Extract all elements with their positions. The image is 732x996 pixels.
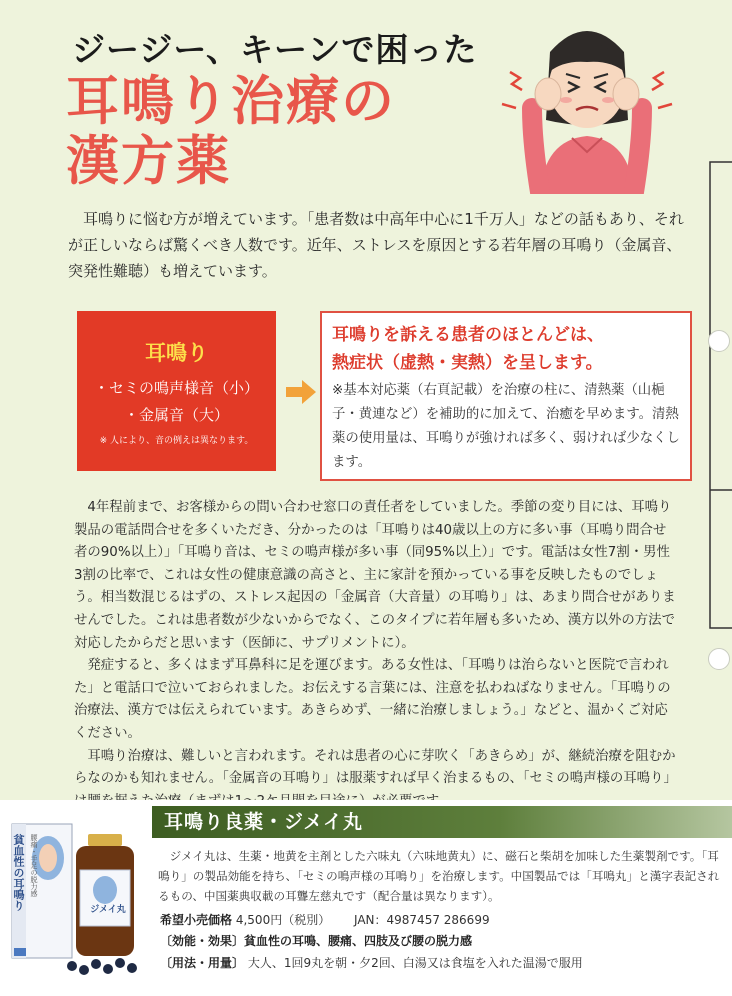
woman-covering-ears-illustration (492, 12, 682, 194)
price-value: 4,500円（税別） (235, 913, 331, 927)
headline (66, 72, 396, 192)
jan-value: 4987457 286699 (386, 913, 490, 927)
article-body (74, 497, 678, 813)
side-bracket-lines (700, 160, 732, 630)
usage-row (160, 954, 583, 971)
symptom-item-metallic: ・金属音（大） (123, 406, 229, 424)
binder-hole (708, 330, 730, 352)
usage-value: 大人、1回9丸を朝・夕2回、白湯又は食塩を入れた温湯で服用 (247, 956, 583, 970)
body-paragraph: 耳鳴り治療は、難しいと言われます。それは患者の心に芽吹く「あきらめ」が、継続治療を阻むからなのかも知れません。「金属音の耳鳴り」は服薬すれば早く治まるもの、「セミの鳴声様の耳鳴り」 (74, 748, 677, 787)
info-box-heading-line-2: 熱症状（虚熱・実熱）を呈します。 (332, 353, 603, 373)
jan-row (354, 911, 490, 928)
binder-hole (708, 648, 730, 670)
price-row (160, 911, 330, 928)
effect-label: 〔効能・効果〕 (160, 934, 245, 948)
info-box (320, 311, 692, 481)
body-paragraph: 発症すると、多くはまず耳鼻科に足を運びます。ある女性は、「耳鳴りは治らないと医院で言われた」と電話口で泣いておられました。お伝えする言葉には、注意を払わねばなりません。「耳鳴りの治療法、漢方では伝えられています。あきらめず、一緒に治療しましょう。」などと、温かくご対応ください。 (74, 658, 671, 741)
info-box-heading-line-1: 耳鳴りを訴える患者のほとんどは、 (332, 325, 604, 345)
tagline: ジージー、キーンで困った (72, 30, 478, 69)
bottle-label: ジメイ丸 (90, 905, 126, 915)
effect-value: 貧血性の耳鳴、腰痛、四肢及び腰の脱力感 (244, 934, 473, 948)
box-sublabel: 腰痛・手足の脱力感 (30, 834, 38, 897)
info-box-body: ※基本対応薬（右頁記載）を治療の柱に、清熱薬（山梔子・黄連など）を補助的に加えて、治癒を早めます。清熱薬の使用量は、耳鳴りが強ければ多く、弱ければ少なくします。 (332, 383, 680, 470)
product-banner: 耳鳴り良薬・ジメイ丸 (152, 806, 732, 838)
headline-line-1: 耳鳴り治療の (66, 71, 396, 132)
symptom-box (77, 311, 276, 471)
usage-label: 〔用法・用量〕 (160, 956, 245, 970)
intro-paragraph: 耳鳴りに悩む方が増えています。「患者数は中高年中心に1千万人」などの話もあり、それが正しいならば驚くべき人数です。近年、ストレスを原因とする若年層の耳鳴り（金属音、突発性難聴）も増えています。 (68, 210, 684, 280)
jan-label: JAN： (354, 913, 387, 927)
body-paragraph: 4年程前まで、お客様からの問い合わせ窓口の責任者をしていました。季節の変り目には、耳鳴り製品の電話問合せを多くいただき、分かったのは「耳鳴りは40歳以上の方に多い事（耳鳴り問合せ者の90%以上）」「耳鳴り音は、セミの鳴声様が多い事（同95%以上）」です。電話は女性7割・男性3割の比率で、これは女性の健康意識の高さと、主に家計を預かっている事を反映したものでしょう。相当数混じるはずの、ストレス起因の「金属音（大音量）の耳鳴り」は、あまり問合せがありませんでした。これは患者数が少ないからでなく、このタイプに若年層も多いため、漢方以外の方法で対応したからだと思います（医師に、サプリメントに）。 (74, 500, 676, 651)
headline-line-2: 漢方薬 (66, 131, 231, 192)
right-arrow-icon (286, 380, 316, 404)
price-label: 希望小売価格 (160, 913, 233, 927)
effect-row (160, 932, 472, 949)
symptom-item-cicada: ・セミの鳴声様音（小） (93, 379, 259, 397)
symptom-box-title: 耳鳴り (145, 341, 208, 365)
symptom-box-note: ※ 人により、音の例えは異なります。 (99, 436, 254, 446)
product-description: ジメイ丸は、生薬・地黄を主剤とした六味丸（六味地黄丸）に、磁石と柴胡を加味した生薬製剤です。「耳鳴り」の製品効能を持ち、「セミの鳴声様の耳鳴り」を治療します。中国製品では「耳鳴丸」と漢字表記されるもの、中国薬典収載の耳聾左慈丸です（配合量は異なります）。 (158, 849, 720, 903)
info-box-heading (332, 321, 682, 377)
box-label: 貧血性の耳鳴り (12, 834, 25, 911)
